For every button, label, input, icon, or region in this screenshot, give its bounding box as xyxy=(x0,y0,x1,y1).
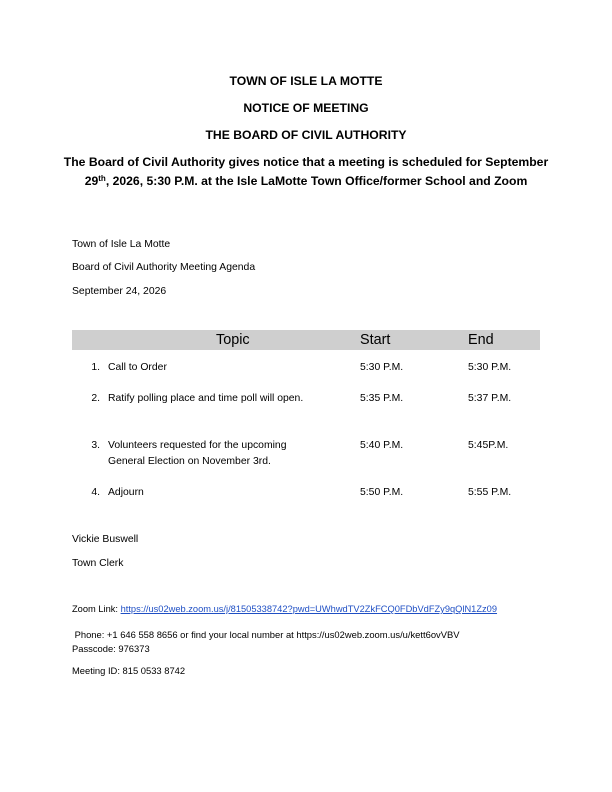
row-start-time: 5:50 P.M. xyxy=(360,487,404,498)
agenda-date: September 24, 2026 xyxy=(72,286,167,297)
clerk-title: Town Clerk xyxy=(72,558,124,569)
column-header-start: Start xyxy=(360,332,391,348)
row-end-time: 5:55 P.M. xyxy=(468,487,512,498)
meeting-id: Meeting ID: 815 0533 8742 xyxy=(72,665,186,676)
clerk-name: Vickie Buswell xyxy=(72,534,139,545)
board-heading: THE BOARD OF CIVIL AUTHORITY xyxy=(205,128,407,142)
row-end-time: 5:45P.M. xyxy=(468,440,509,451)
notice-text-part1: The Board of Civil Authority gives notice that a meeting is scheduled for September 29 xyxy=(63,155,549,188)
notice-text-part2: , 2026, 5:30 P.M. at the Isle LaMotte Town Office/former School and Zoom xyxy=(105,173,528,188)
row-number: 3. xyxy=(91,440,100,451)
row-number: 4. xyxy=(91,487,100,498)
zoom-link-label: Zoom Link: xyxy=(72,604,121,614)
zoom-meeting-link[interactable]: https://us02web.zoom.us/j/81505338742?pwd=UWhwdTV2ZkFCQ0FDbVdFZy9qQlN1Zz09 xyxy=(120,604,498,614)
meeting-notice-paragraph xyxy=(60,153,552,190)
row-start-time: 5:40 P.M. xyxy=(360,440,404,451)
phone-info: Phone: +1 646 558 8656 or find your local number at https://us02web.zoom.us/u/kett6ovVBV xyxy=(72,629,460,640)
row-number: 1. xyxy=(91,362,100,373)
row-topic: Adjourn xyxy=(108,487,144,498)
row-end-time: 5:37 P.M. xyxy=(468,393,512,404)
row-number: 2. xyxy=(91,393,100,404)
row-start-time: 5:30 P.M. xyxy=(360,362,404,373)
agenda-town: Town of Isle La Motte xyxy=(72,239,171,250)
row-topic: Call to Order xyxy=(108,362,167,373)
column-header-end: End xyxy=(468,332,494,348)
ordinal-suffix: th xyxy=(98,173,106,183)
agenda-title: Board of Civil Authority Meeting Agenda xyxy=(72,262,256,273)
agenda-table-header xyxy=(72,330,540,350)
column-header-topic: Topic xyxy=(216,332,250,348)
town-heading: TOWN OF ISLE LA MOTTE xyxy=(229,74,383,88)
row-end-time: 5:30 P.M. xyxy=(468,362,512,373)
notice-heading: NOTICE OF MEETING xyxy=(243,101,369,115)
passcode: Passcode: 976373 xyxy=(72,643,150,654)
row-start-time: 5:35 P.M. xyxy=(360,393,404,404)
zoom-link-line xyxy=(72,604,497,614)
row-topic: Volunteers requested for the upcoming General Election on November 3rd. xyxy=(108,440,287,467)
row-topic: Ratify polling place and time poll will open. xyxy=(108,393,304,404)
